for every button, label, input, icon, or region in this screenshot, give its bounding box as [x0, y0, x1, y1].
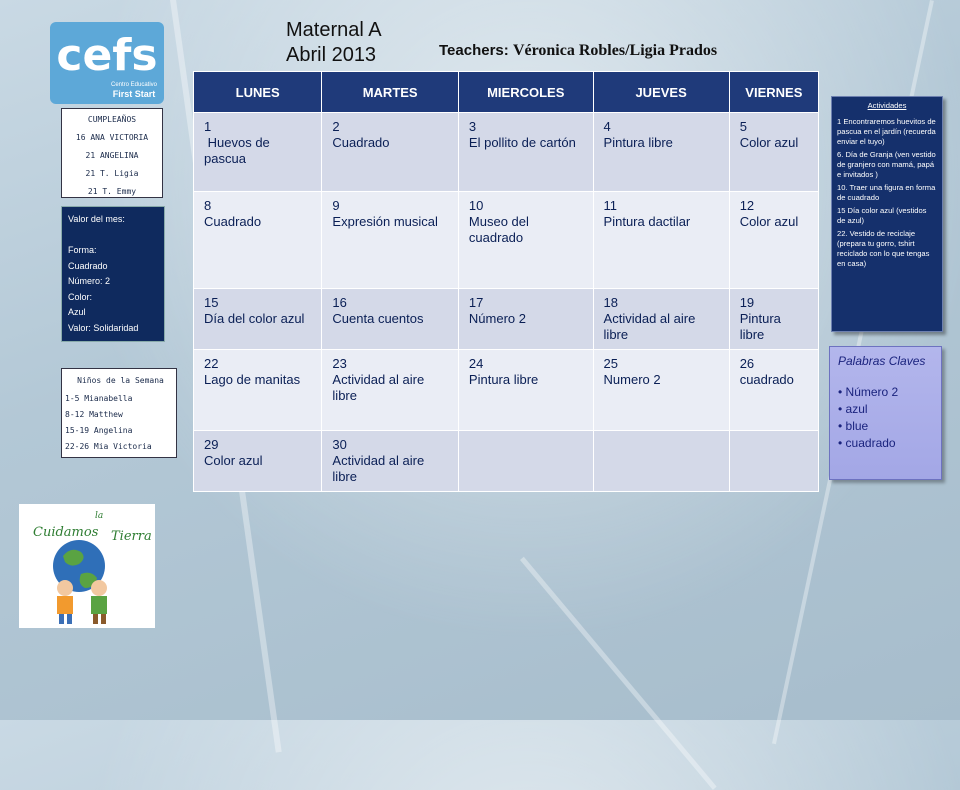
day-number: 25: [603, 356, 619, 371]
kids-item: 15-19 Angelina: [65, 426, 133, 435]
teachers-line: [439, 42, 717, 60]
day-number: 22: [204, 356, 219, 371]
day-activity: Pintura dactilar: [603, 214, 691, 229]
birthday-item: 21 T. Emmy: [87, 187, 137, 196]
day-number: 1: [204, 119, 212, 134]
kids-item: 22-26 Mia Victoria: [65, 442, 152, 451]
cefs-logo: [48, 20, 166, 106]
day-activity: Expresión musical: [332, 214, 438, 229]
calendar-day-cell: [593, 289, 729, 350]
calendar-day-cell-empty: [729, 431, 818, 492]
calendar-day-cell: [593, 192, 729, 289]
calendar-day-cell: [194, 350, 322, 431]
calendar-day-cell: [322, 431, 459, 492]
day-activity: Color azul: [204, 453, 263, 468]
day-number: 2: [332, 119, 340, 134]
palabra-item: • blue: [838, 418, 933, 435]
calendar-week-row: [194, 289, 819, 350]
valor-line: Valor: Solidaridad: [68, 322, 139, 333]
day-activity: Cuadrado: [332, 135, 390, 150]
logo-text: cefs: [56, 30, 158, 81]
kids-item: 1-5 Mianabella: [65, 394, 133, 403]
day-activity: Color azul: [739, 135, 799, 150]
calendar-table: [193, 71, 819, 492]
day-number: 3: [468, 119, 477, 134]
day-number: 15: [204, 295, 219, 310]
day-number: 29: [204, 437, 219, 452]
day-number: 8: [204, 198, 212, 213]
valor-line: Cuadrado: [68, 260, 108, 271]
calendar-day-cell: [729, 289, 818, 350]
calendar-day-cell: [322, 192, 459, 289]
actividad-item: 10. Traer una figura en forma de cuadrado: [837, 183, 936, 202]
palabras-heading: Palabras Claves: [838, 354, 926, 368]
calendar-day-cell: [458, 192, 593, 289]
palabra-item: • azul: [838, 401, 933, 418]
calendar-day-cell: [729, 192, 818, 289]
calendar-day-cell: [194, 113, 322, 192]
calendar-day-cell-empty: [458, 431, 593, 492]
calendar-day-cell: [729, 113, 818, 192]
calendar-day-cell: [458, 350, 593, 431]
day-number: 26: [739, 356, 755, 371]
background-streak: [520, 557, 717, 790]
day-activity: Día del color azul: [204, 311, 305, 326]
calendar-day-cell-empty: [593, 431, 729, 492]
actividades-box: [831, 96, 943, 332]
weekday-header: VIERNES: [729, 72, 818, 113]
day-activity: Numero 2: [603, 372, 661, 387]
palabra-item: • Número 2: [838, 384, 933, 401]
actividad-item: 1 Encontraremos huevitos de pascua en el jardín (recuerda enviar el tuyo): [837, 117, 936, 146]
title-line-1: Maternal A: [286, 19, 382, 41]
calendar-week-row: [194, 192, 819, 289]
day-number: 16: [332, 295, 347, 310]
valor-line: Azul: [68, 307, 86, 317]
weekday-header: MARTES: [322, 72, 459, 113]
day-activity: Cuadrado: [204, 214, 262, 229]
palabras-claves-box: [829, 346, 942, 480]
calendar-day-cell: [194, 431, 322, 492]
actividad-item: 6. Día de Granja (ven vestido de granjero con mamá, papá e invitados ): [837, 150, 936, 179]
day-activity: El pollito de cartón: [468, 135, 576, 150]
actividad-item: 22. Vestido de reciclaje (prepara tu gorro, tshirt reciclado con lo que tengas en casa): [837, 229, 930, 268]
day-activity: Pintura libre: [739, 311, 781, 342]
teachers-label: Teachers:: [439, 42, 509, 59]
valor-line: Número: 2: [68, 276, 111, 286]
day-number: 23: [332, 356, 347, 371]
kids-item: 8-12 Matthew: [65, 410, 123, 419]
birthdays-heading: CUMPLEAÑOS: [87, 115, 137, 124]
day-number: 9: [332, 198, 340, 213]
kids-heading: Niños de la Semana: [77, 376, 164, 385]
day-activity: Cuenta cuentos: [332, 311, 424, 326]
calendar-day-cell: [593, 113, 729, 192]
birthday-item: 16 ANA VICTORIA: [75, 133, 149, 142]
day-number: 12: [739, 198, 755, 213]
earth-text-1: Cuidamos: [33, 525, 99, 540]
title-line-2: Abril 2013: [286, 44, 377, 66]
day-activity: Pintura libre: [603, 135, 673, 150]
day-number: 24: [468, 356, 484, 371]
valor-line: [68, 228, 164, 244]
calendar-day-cell: [729, 350, 818, 431]
valor-line: Color:: [68, 291, 93, 302]
cuidamos-la-tierra-logo: [19, 504, 155, 628]
day-number: 10: [468, 198, 484, 213]
birthdays-box: [61, 108, 163, 198]
earth-text-3: Tierra: [111, 529, 152, 544]
birthday-item: 21 ANGELINA: [85, 151, 139, 160]
day-activity: cuadrado: [739, 372, 794, 387]
palabra-item: • cuadrado: [838, 435, 933, 452]
day-number: 18: [603, 295, 619, 310]
day-number: 4: [603, 119, 611, 134]
calendar-week-row: [194, 113, 819, 192]
day-number: 11: [603, 198, 618, 213]
actividad-item: 15 Día color azul (vestidos de azul): [837, 206, 927, 225]
earth-text-2: la: [95, 511, 104, 521]
day-number: 19: [739, 295, 755, 310]
day-activity: Pintura libre: [468, 372, 539, 387]
calendar-day-cell: [194, 289, 322, 350]
day-activity: Número 2: [468, 311, 526, 326]
calendar-week-row: [194, 431, 819, 492]
day-activity: Museo del cuadrado: [468, 214, 529, 245]
weekday-header: JUEVES: [593, 72, 729, 113]
kids-of-week-box: [61, 368, 177, 458]
teachers-names: Véronica Robles/Ligia Prados: [512, 42, 718, 59]
valor-del-mes-box: [61, 206, 165, 342]
calendar-day-cell: [322, 289, 459, 350]
day-number: 17: [468, 295, 484, 310]
day-number: 30: [332, 437, 347, 452]
logo-sub1: Centro Educativo: [110, 82, 158, 88]
calendar-day-cell: [593, 350, 729, 431]
day-number: 5: [739, 119, 747, 134]
actividades-heading: Actividades: [867, 101, 907, 110]
day-activity: Lago de manitas: [204, 372, 301, 387]
weekday-header: MIERCOLES: [458, 72, 593, 113]
valor-line: Forma:: [68, 245, 97, 255]
calendar-header-row: [194, 72, 819, 113]
calendar-day-cell: [322, 113, 459, 192]
day-activity: Actividad al aire libre: [603, 311, 696, 342]
page-title: [286, 18, 382, 68]
logo-sub2: First Start: [112, 89, 156, 99]
calendar-day-cell: [458, 289, 593, 350]
day-activity: Actividad al aire libre: [332, 453, 425, 484]
valor-line: Valor del mes:: [68, 214, 125, 224]
birthday-item: 21 T. Ligia: [85, 169, 139, 178]
calendar-day-cell: [194, 192, 322, 289]
day-activity: Huevos de pascua: [204, 135, 274, 166]
calendar-day-cell: [458, 113, 593, 192]
day-activity: Color azul: [739, 214, 799, 229]
calendar-day-cell: [322, 350, 459, 431]
weekday-header: LUNES: [194, 72, 322, 113]
palabras-list: [838, 384, 933, 452]
calendar-week-row: [194, 350, 819, 431]
day-activity: Actividad al aire libre: [332, 372, 425, 403]
